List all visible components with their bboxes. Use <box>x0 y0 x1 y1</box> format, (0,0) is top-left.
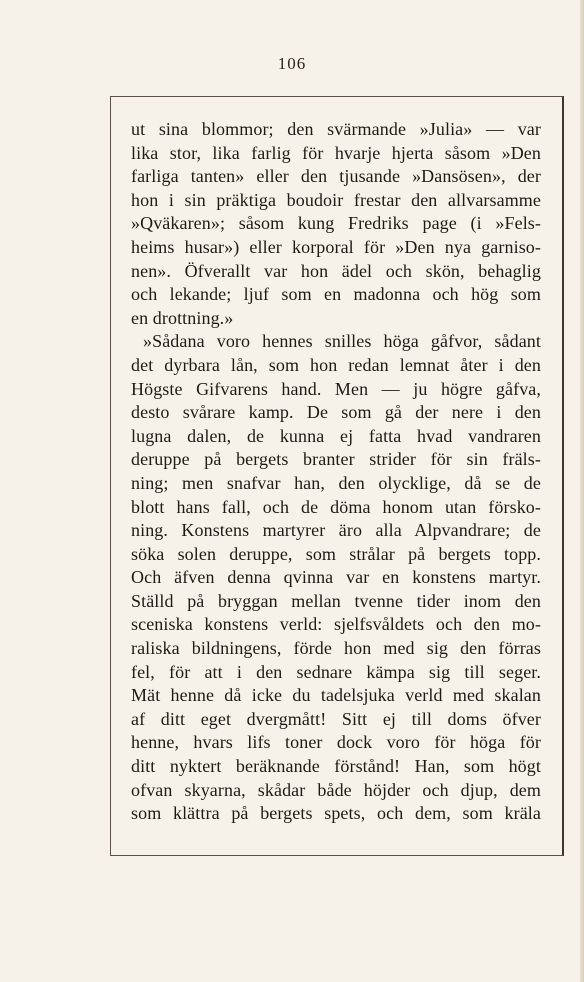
text-line: Ställd på bryggan mellan tvenne tider inom den <box>131 590 541 611</box>
text-line: nen». Öfverallt var hon ädel och skön, behaglig <box>131 260 541 281</box>
text-line: ditt nyktert beräknande förstånd! Han, som högt <box>131 756 541 777</box>
text-line: ning; men snafvar han, den olycklige, då se de <box>131 472 541 493</box>
page-edge <box>580 0 584 982</box>
text-line: henne, hvars lifs toner dock voro för höga för <box>131 732 541 753</box>
text-line: lika stor, lika farlig för hvarje hjerta såsom »Den <box>131 142 541 163</box>
text-line: ning. Konstens martyrer äro alla Alpvandrare; de <box>131 520 541 541</box>
text-line: »Qväkaren»; såsom kung Fredriks page (i »Fels- <box>131 213 541 234</box>
body-text <box>131 118 541 826</box>
text-line: en drottning.» <box>131 307 234 328</box>
text-line: sceniska konstens verld: sjelfsvåldets och den mo- <box>131 614 541 635</box>
text-line: fel, för att i den sednare kämpa sig till seger. <box>131 661 541 682</box>
text-line: lugna dalen, de kunna ej fatta hvad vandraren <box>131 425 541 446</box>
text-line: det dyrbara lån, som hon redan lemnat åter i den <box>131 354 541 375</box>
text-line: Högste Gifvarens hand. Men — ju högre gåfva, <box>131 378 541 399</box>
text-line: farliga tanten» eller den tjusande »Dansösen», der <box>131 166 541 187</box>
text-line: ofvan skyarna, skådar både höjder och djup, dem <box>131 779 541 800</box>
text-line: ut sina blommor; den svärmande »Julia» — var <box>131 119 541 139</box>
text-line: Mät henne då icke du tadelsjuka verld med skalan <box>131 685 541 706</box>
text-line: blott hans fall, och de döma honom utan försko- <box>131 496 541 517</box>
text-line: söka solen deruppe, som strålar på bergets topp. <box>131 543 541 564</box>
text-line: af ditt eget dvergmått! Sitt ej till doms öfver <box>131 708 541 729</box>
text-line: hon i sin präktiga boudoir frestar den allvarsamme <box>131 189 541 210</box>
text-line: och lekande; ljuf som en madonna och hög som <box>131 284 541 305</box>
paragraph-start-line: »Sådana voro hennes snilles höga gåfvor, sådant <box>143 331 541 352</box>
text-line: desto svårare kamp. De som gå der nere i den <box>131 402 541 423</box>
text-line: Och äfven denna qvinna var en konstens martyr. <box>131 567 541 588</box>
text-line: heims husar») eller korporal för »Den nya garniso- <box>131 236 541 257</box>
text-line: raliska bildningens, förde hon med sig den förras <box>131 638 541 659</box>
page-number: 106 <box>277 54 307 73</box>
text-line: deruppe på bergets branter strider för sin fräls- <box>131 449 541 470</box>
text-line: som klättra på bergets spets, och dem, som kräla <box>131 803 541 824</box>
